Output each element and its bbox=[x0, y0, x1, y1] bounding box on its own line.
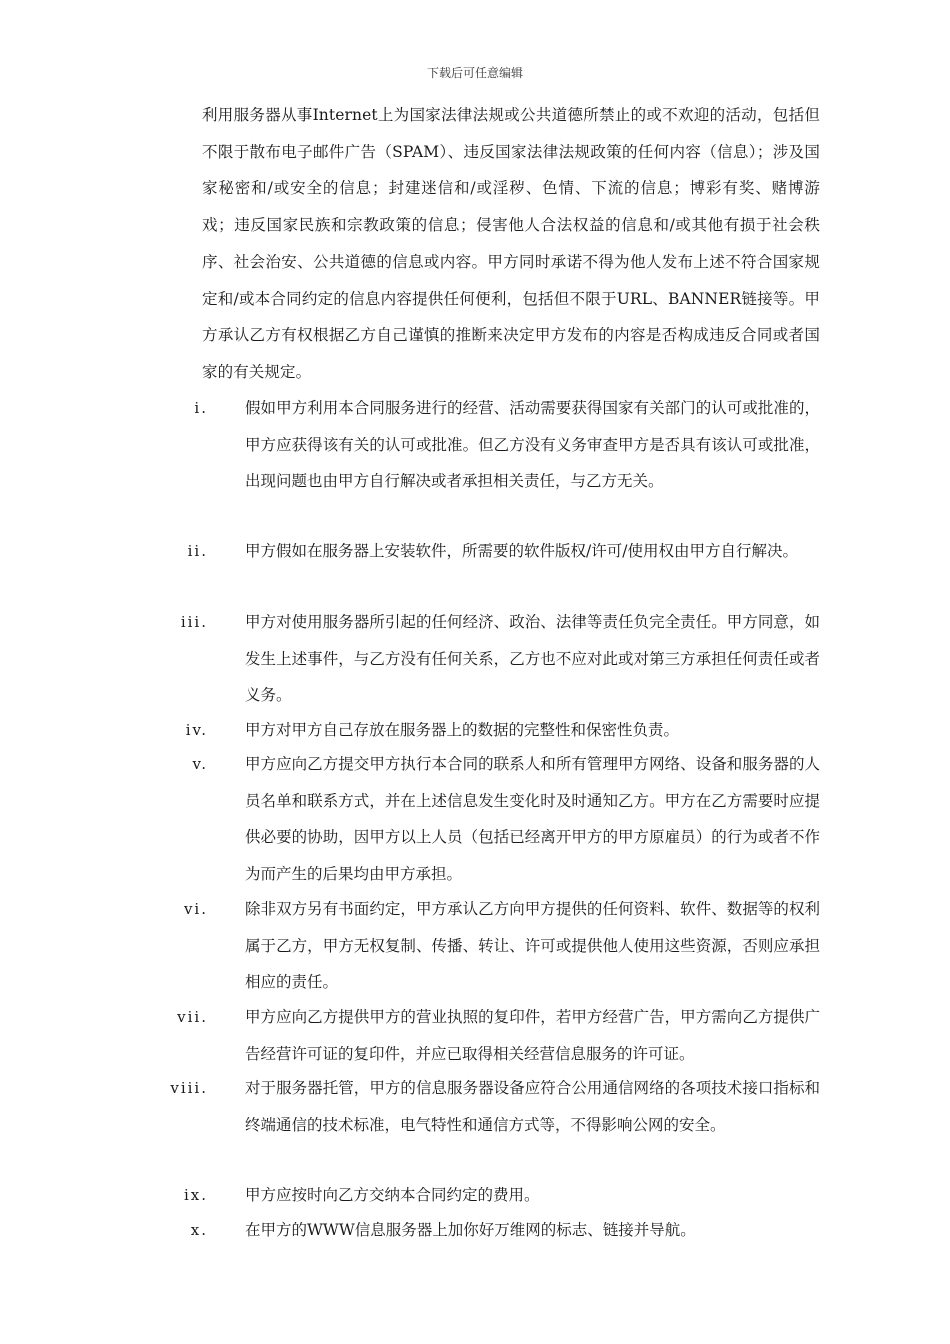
item-number: ii. bbox=[187, 542, 208, 560]
item-text: 甲方对甲方自己存放在服务器上的数据的完整性和保密性负责。 bbox=[245, 721, 680, 739]
item-number: iii. bbox=[180, 613, 208, 631]
page-header-note: 下载后可任意编辑 bbox=[426, 66, 523, 80]
item-number: iv. bbox=[185, 721, 208, 739]
intro-paragraph: 利用服务器从事Internet上为国家法律法规或公共道德所禁止的或不欢迎的活动，包括但不限于散布电子邮件广告（SPAM）、违反国家法律法规政策的任何内容（信息）；涉及国家秘密和/或安全的信息；封建迷信和/或淫秽、色情、下流的信息；博彩有奖、赌博游戏；违反国家民族和宗教政策的信息；侵害他人合法权益的信息和/或其他有损于社会秩序、社会治安、公共道德的信息或内容。甲方同时承诺不得为他人发布上述不符合国家规定和/或本合同约定的信息内容提供任何便利，包括但不限于URL、BANNER链接等。甲方承认乙方有权根据乙方自己谨慎的推断来决定甲方发布的内容是否构成违反合同或者国家的有关规定。 bbox=[202, 106, 820, 381]
item-number: i. bbox=[194, 399, 208, 417]
item-number: vii. bbox=[177, 1008, 208, 1026]
item-number: v. bbox=[192, 755, 208, 773]
item-number: viii. bbox=[170, 1079, 208, 1097]
item-number: vi. bbox=[183, 900, 208, 918]
item-number: x. bbox=[190, 1221, 208, 1239]
item-text: 假如甲方利用本合同服务进行的经营、活动需要获得国家有关部门的认可或批准的，甲方应获得该有关的认可或批准。但乙方没有义务审查甲方是否具有该认可或批准，出现问题也由甲方自行解决或者承担相关责任，与乙方无关。 bbox=[245, 399, 820, 491]
item-number: ix. bbox=[183, 1186, 208, 1204]
item-text: 对于服务器托管，甲方的信息服务器设备应符合公用通信网络的各项技术接口指标和终端通信的技术标准，电气特性和通信方式等，不得影响公网的安全。 bbox=[245, 1079, 820, 1134]
item-text: 甲方对使用服务器所引起的任何经济、政治、法律等责任负完全责任。甲方同意，如发生上述事件，与乙方没有任何关系，乙方也不应对此或对第三方承担任何责任或者义务。 bbox=[245, 613, 820, 705]
item-text: 甲方应向乙方提供甲方的营业执照的复印件，若甲方经营广告，甲方需向乙方提供广告经营许可证的复印件，并应已取得相关经营信息服务的许可证。 bbox=[245, 1008, 820, 1063]
item-text: 在甲方的WWW信息服务器上加你好万维网的标志、链接并导航。 bbox=[245, 1221, 696, 1239]
item-text: 甲方应按时向乙方交纳本合同约定的费用。 bbox=[245, 1186, 540, 1204]
item-text: 除非双方另有书面约定，甲方承认乙方向甲方提供的任何资料、软件、数据等的权利属于乙方，甲方无权复制、传播、转让、许可或提供他人使用这些资源，否则应承担相应的责任。 bbox=[245, 900, 820, 992]
item-text: 甲方假如在服务器上安装软件，所需要的软件版权/许可/使用权由甲方自行解决。 bbox=[245, 542, 798, 560]
item-text: 甲方应向乙方提交甲方执行本合同的联系人和所有管理甲方网络、设备和服务器的人员名单和联系方式，并在上述信息发生变化时及时通知乙方。甲方在乙方需要时应提供必要的协助，因甲方以上人员（包括已经离开甲方的甲方原雇员）的行为或者不作为而产生的后果均由甲方承担。 bbox=[245, 755, 820, 884]
